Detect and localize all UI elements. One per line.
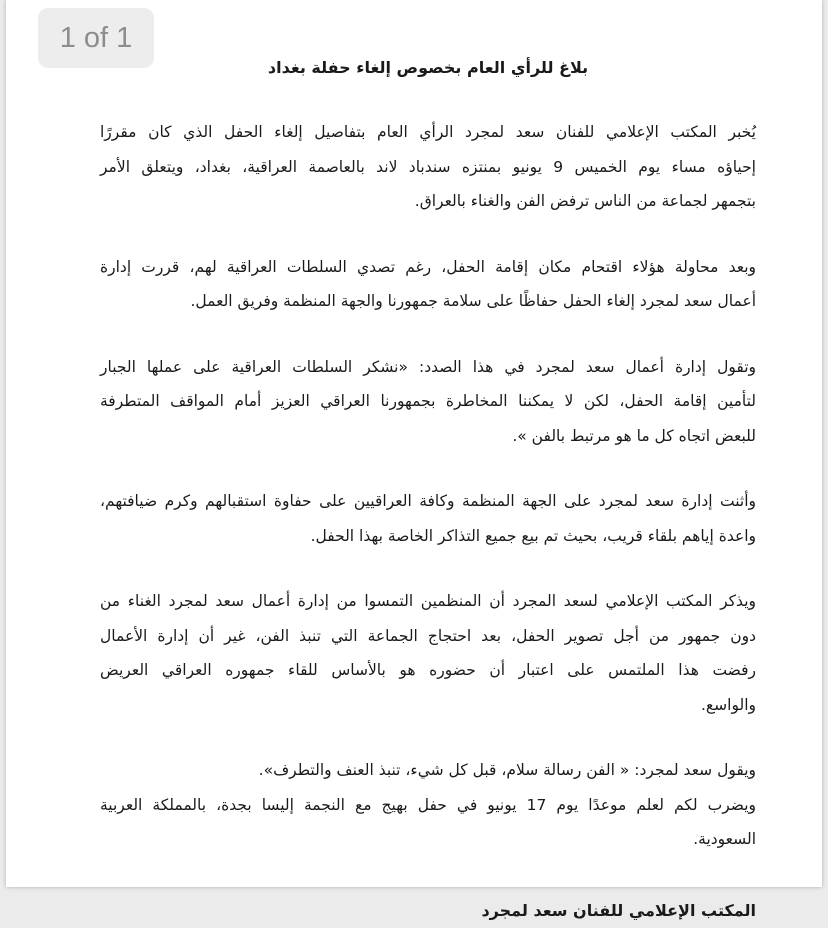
paragraph-line: للبعض اتجاه كل ما هو مرتبط بالفن ». <box>512 426 756 445</box>
paragraph-line: ويضرب لكم لعلم موعدًا يوم 17 يونيو في حفل بهيج مع النجمة إليسا بجدة، بالمملكة العربية <box>100 795 756 814</box>
paragraph-3 <box>100 350 756 454</box>
paragraph-line: وتقول إدارة أعمال سعد لمجرد في هذا الصدد: «نشكر السلطات العراقية على عملها الجبار <box>100 357 756 376</box>
paragraph-line: وأثنت إدارة سعد لمجرد على الجهة المنظمة وكافة العراقيين على حفاوة استقبالهم وكرم ضيافتهم، <box>100 492 756 510</box>
paragraph-line: لتأمين إقامة الحفل، لكن لا يمكننا المخاطرة بجمهورنا العراقي العزيز أمام المواقف المتطرفة <box>100 392 756 410</box>
document-page[interactable] <box>6 0 822 920</box>
document-body <box>100 50 756 928</box>
page-counter-badge <box>38 8 154 68</box>
paragraph-line: وبعد محاولة هؤلاء اقتحام مكان إقامة الحفل، رغم تصدي السلطات العراقية لهم، قررت إدارة <box>100 257 756 276</box>
paragraph-2 <box>100 250 756 319</box>
paragraph-line: ويقول سعد لمجرد: « الفن رسالة سلام، قبل كل شيء، تنبذ العنف والتطرف». <box>258 761 756 779</box>
page-counter-text: 1 of 1 <box>59 21 133 54</box>
paragraph-line: رفضت هذا الملتمس على اعتبار أن حضوره هو بالأساس للقاء جمهوره العراقي العريض <box>100 661 756 679</box>
paragraph-4 <box>100 484 756 553</box>
paragraph-line: والواسع. <box>701 695 756 714</box>
paragraph-line: ويذكر المكتب الإعلامي لسعد المجرد أن المنظمين التمسوا من إدارة أعمال سعد لمجرد الغناء من <box>100 592 756 610</box>
paragraph-line: بتجمهر لجماعة من الناس ترفض الفن والغناء بالعراق. <box>414 192 756 210</box>
document-title: بلاغ للرأي العام بخصوص إلغاء حفلة بغداد <box>267 58 589 77</box>
document-signature: المكتب الإعلامي للفنان سعد لمجرد <box>481 900 756 920</box>
paragraph-line: دون جمهور من أجل تصوير الحفل، بعد احتجاج الجماعة التي تنبذ الفن، غير أن إدارة الأعمال <box>100 626 756 645</box>
paragraph-1 <box>100 115 756 219</box>
paragraph-line: إحياؤه مساء يوم الخميس 9 يونيو بمنتزه سندباد لاند بالعاصمة العراقية، بغداد، ويتعلق الأمر <box>100 157 756 176</box>
paragraph-line: السعودية. <box>693 830 756 848</box>
paragraph-line: واعدة إياهم بلقاء قريب، بحيث تم بيع جميع التذاكر الخاصة بهذا الحفل. <box>310 526 756 545</box>
paragraph-5 <box>100 584 756 722</box>
paragraph-6 <box>100 753 756 857</box>
paragraph-line: يُخبر المكتب الإعلامي للفنان سعد لمجرد الرأي العام بتفاصيل إلغاء الحفل الذي كان مقررًا <box>100 123 756 141</box>
paragraph-line: أعمال سعد لمجرد إلغاء الحفل حفاظًا على سلامة جمهورنا والجهة المنظمة وفريق العمل. <box>190 292 756 310</box>
